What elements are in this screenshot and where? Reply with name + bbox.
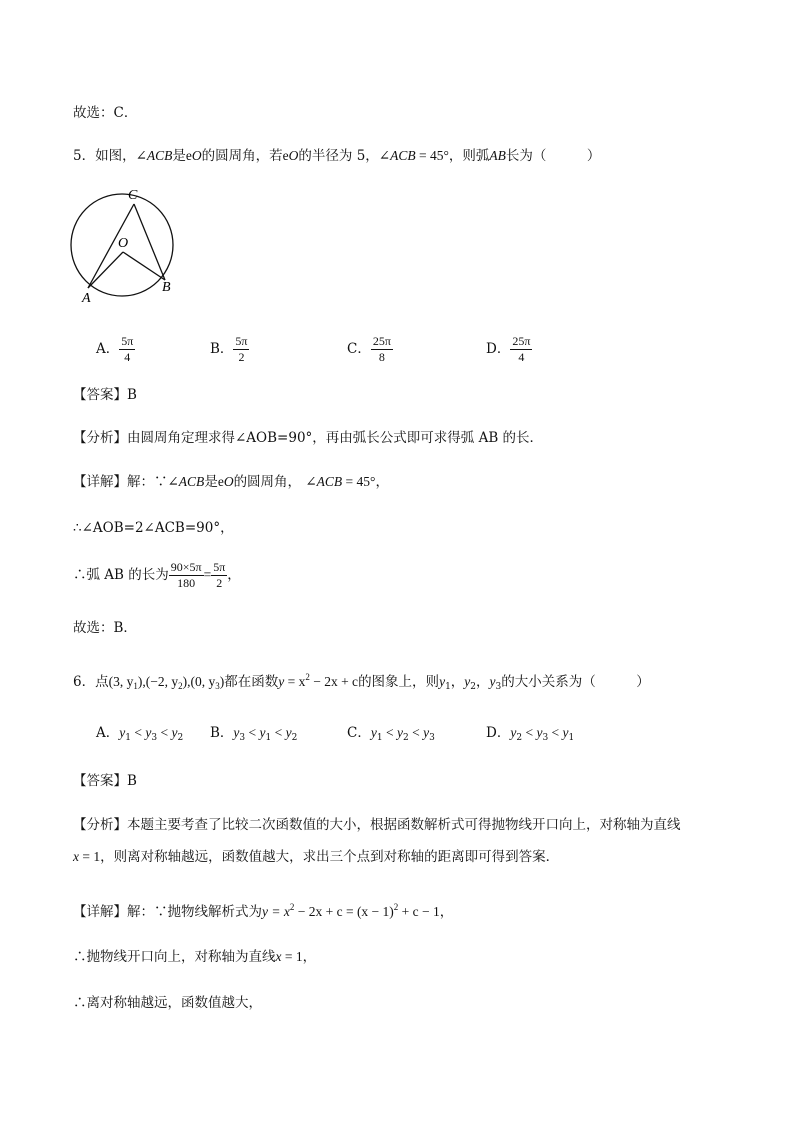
prev-conclusion: 故选：C． xyxy=(73,105,138,121)
chord-cb xyxy=(134,204,165,280)
q6-answer: 【答案】B xyxy=(73,773,137,789)
q5-step-arc: ∴弧 AB 的长为 $\frac{90\times 5\pi}{180}$ = $\frac{5\pi}{2}$ ， xyxy=(73,560,241,590)
label-o: O xyxy=(118,236,129,251)
q5-step-aob: ∴∠AOB=2∠ACB=90°， xyxy=(73,520,234,536)
label-c: C xyxy=(128,188,138,203)
q6-option-d: D．$y_2 < y_3 < y_1$ xyxy=(486,725,575,743)
circle-diagram xyxy=(66,182,196,306)
q5-detail: 【详解】解：∵∠ACB是eO的圆周角， ∠ACB = 45°， xyxy=(73,474,389,490)
label-b: B xyxy=(162,280,171,295)
radius-oa xyxy=(88,252,123,288)
q5-option-c: C． $\frac{25\pi}{8}$ xyxy=(347,334,391,364)
q5-analysis: 【分析】由圆周角定理求得∠AOB=90°，再由弧长公式即可求得弧 AB 的长． xyxy=(73,430,544,446)
q5-option-b: B． $\frac{5\pi}{2}$ xyxy=(210,334,248,364)
q6-step-far: ∴离对称轴越远，函数值越大， xyxy=(73,995,262,1011)
q5-option-d: D． $\frac{25\pi}{4}$ xyxy=(486,334,531,364)
q5-answer: 【答案】B xyxy=(73,387,137,403)
q5-conclusion: 故选：B． xyxy=(73,620,137,636)
q6-analysis-line1: 【分析】本题主要考查了比较二次函数值的大小，根据函数解析式可得抛物线开口向上，对称轴为直线 xyxy=(73,817,681,833)
label-a: A xyxy=(82,291,91,306)
q6-analysis-line2: x = 1，则离对称轴越远，函数值越大，求出三个点到对称轴的距离即可得到答案． xyxy=(73,849,560,865)
q6-option-a: A．$y_1 < y_3 < y_2$ xyxy=(96,725,184,743)
q6-step-open: ∴抛物线开口向上，对称轴为直线x = 1， xyxy=(73,949,317,965)
q6-option-b: B．$y_3 < y_1 < y_2$ xyxy=(210,725,298,743)
q6-option-c: C．$y_1 < y_2 < y_3$ xyxy=(347,725,435,743)
q5-option-a: A． $\frac{5\pi}{4}$ xyxy=(96,334,134,364)
question-6-stem: 6．点(3, $y_1),(-2$, $y_2),(0$, $y_3$)都在函数$y = x^2 - 2x + c$的图象上，则$y_1$，$y_2$，$y_3$的大小关系为（ ） xyxy=(73,672,650,692)
q6-detail: 【详解】解：∵抛物线解析式为$y = x^2 - 2x + c = (x - 1)^2 + c - 1$， xyxy=(73,902,454,920)
question-5-stem: 5．如图，∠ACB是eO的圆周角，若eO的半径为 5，∠ACB = 45°，则弧AB长为（ ） xyxy=(73,148,601,164)
